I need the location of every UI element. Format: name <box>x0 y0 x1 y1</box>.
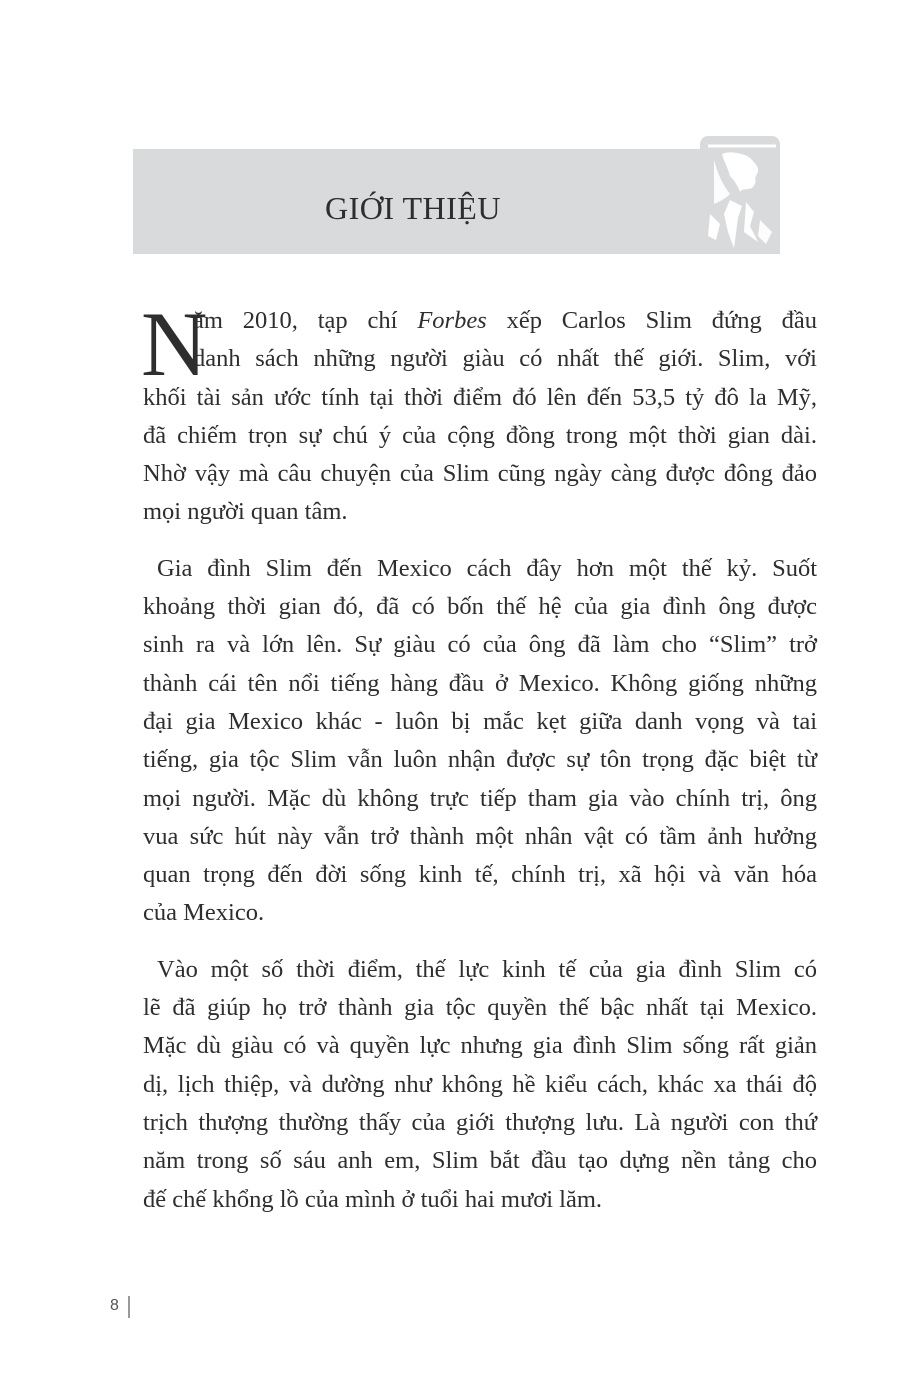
drop-cap: N <box>141 293 208 395</box>
page-number-divider <box>128 1296 130 1318</box>
text-line: khoảng thời gian đó, đã có bốn thế hệ của gia đình ông được <box>143 593 817 621</box>
text-line: đại gia Mexico khác - luôn bị mắc kẹt giữa danh vọng và tai <box>143 707 817 735</box>
text-line: dị, lịch thiệp, và dường như không hề kiểu cách, khác xa thái độ <box>143 1070 817 1098</box>
magazine-name: Forbes <box>417 307 487 334</box>
text-span: xếp Carlos Slim đứng đầu <box>486 307 818 334</box>
man-silhouette-icon <box>700 140 780 252</box>
text-line: Mặc dù giàu có và quyền lực nhưng gia đình Slim sống rất giản <box>143 1032 817 1060</box>
text-line: mọi người. Mặc dù không trực tiếp tham gia vào chính trị, ông <box>143 784 817 812</box>
text-line: Gia đình Slim đến Mexico cách đây hơn một thế kỷ. Suốt <box>157 554 817 582</box>
text-line: lẽ đã giúp họ trở thành gia tộc quyền thế bậc nhất tại Mexico. <box>143 994 817 1022</box>
chapter-title: GIỚI THIỆU <box>325 190 501 226</box>
paragraph-3 <box>143 951 817 1219</box>
paragraph-2 <box>143 550 817 933</box>
text-line: năm trong số sáu anh em, Slim bắt đầu tạo dựng nền tảng cho <box>143 1147 817 1175</box>
text-line: thành cái tên nổi tiếng hàng đầu ở Mexico. Không giống những <box>143 669 817 697</box>
text-line: mọi người quan tâm. <box>143 498 348 526</box>
text-line: đế chế khổng lồ của mình ở tuổi hai mươi lăm. <box>143 1185 603 1213</box>
page-number: 8 <box>110 1297 119 1314</box>
text-line: Vào một số thời điểm, thế lực kinh tế của gia đình Slim có <box>157 955 817 983</box>
text-line: Nhờ vậy mà câu chuyện của Slim cũng ngày càng được đông đảo <box>143 460 817 488</box>
body-text <box>141 293 818 1237</box>
text-line: danh sách những người giàu có nhất thế giới. Slim, với <box>193 345 817 373</box>
text-line <box>143 302 817 340</box>
paragraph-1 <box>141 293 818 532</box>
text-line: tiếng, gia tộc Slim vẫn luôn nhận được sự tôn trọng đặc biệt từ <box>143 746 817 774</box>
text-line: quan trọng đến đời sống kinh tế, chính trị, xã hội và văn hóa <box>143 861 817 889</box>
text-line: trịch thượng thường thấy của giới thượng lưu. Là người con thứ <box>143 1108 817 1136</box>
text-line: của Mexico. <box>143 899 265 927</box>
text-span: ăm 2010, tạp chí <box>193 307 418 334</box>
text-line: vua sức hút này vẫn trở thành một nhân vật có tầm ảnh hưởng <box>143 822 817 850</box>
text-line: sinh ra và lớn lên. Sự giàu có của ông đã làm cho “Slim” trở <box>143 631 817 659</box>
text-line: khối tài sản ước tính tại thời điểm đó lên đến 53,5 tỷ đô la Mỹ, <box>143 383 817 411</box>
text-line: đã chiếm trọn sự chú ý của cộng đồng trong một thời gian dài. <box>143 421 817 449</box>
